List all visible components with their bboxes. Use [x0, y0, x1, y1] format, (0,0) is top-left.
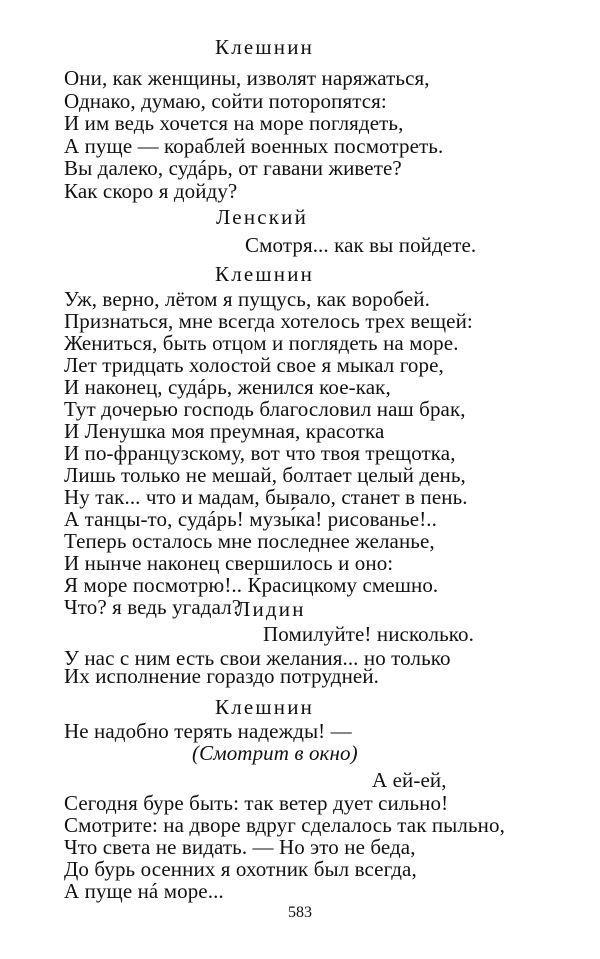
verse-line: Уж, верно, лётом я пущусь, как воробей. [64, 287, 430, 311]
verse-line: Не надобно терять надежды! — [64, 719, 352, 743]
speaker-name: Клешнин [215, 262, 315, 286]
verse-line: Они, как женщины, изволят наряжаться, [64, 66, 430, 90]
verse-line: А ей-ей, [372, 768, 447, 792]
verse-line: Смотря... как вы пойдете. [245, 233, 477, 257]
verse-line: Как скоро я дойду? [64, 179, 238, 203]
verse-line: А танцы-то, судáрь! музы́ка! рисованье!.. [64, 507, 437, 531]
speaker-name: Клешнин [215, 695, 315, 719]
verse-line: И наконец, судáрь, женился кое-как, [64, 375, 391, 399]
verse-line: Однако, думаю, сойти поторопятся: [64, 89, 387, 113]
verse-line: До бурь осенних я охотник был всегда, [64, 857, 417, 881]
verse-line: И Ленушка моя преумная, красотка [64, 419, 385, 443]
verse-line: Ну так... что и мадам, бывало, станет в пень. [64, 485, 468, 509]
verse-line: И им ведь хочется на море поглядеть, [64, 111, 404, 135]
verse-line: Лет тридцать холостой свое я мыкал горе, [64, 353, 444, 377]
page-number: 583 [288, 904, 312, 921]
verse-line: Что? я ведь угадал? [64, 595, 242, 619]
verse-line: Теперь осталось мне последнее желанье, [64, 529, 435, 553]
verse-line: Жениться, быть отцом и поглядеть на море. [64, 331, 459, 355]
speaker-name: Клешнин [215, 35, 315, 59]
verse-line: У нас с ним есть свои желания... но только [64, 646, 451, 670]
verse-line: Смотрите: на дворе вдруг сделалось так пыльно, [64, 813, 505, 837]
verse-line: Лишь только не мешай, болтает целый день, [64, 463, 466, 487]
verse-line: А пуще нá море... [64, 879, 224, 903]
verse-line: Я море посмотрю!.. Красицкому смешно. [64, 573, 439, 597]
verse-line: И по-французскому, вот что твоя трещотка, [64, 441, 456, 465]
verse-line: И нынче наконец свершилось и оно: [64, 551, 394, 575]
verse-line: Признаться, мне всегда хотелось трех вещей: [64, 309, 473, 333]
verse-line: А пуще — кораблей военных посмотреть. [64, 134, 444, 158]
verse-line: Что света не видать. — Но это не беда, [64, 835, 416, 859]
verse-line: Сегодня буре быть: так ветер дует сильно! [64, 791, 449, 815]
verse-line: Тут дочерью господь благословил наш брак, [64, 397, 466, 421]
verse-line: Вы далеко, судáрь, от гавани живете? [64, 156, 402, 180]
verse-line: Их исполнение гораздо потрудней. [64, 664, 380, 688]
speaker-name: Лидин [236, 597, 306, 621]
stage-direction: (Смотрит в окно) [192, 741, 358, 765]
verse-line: Помилуйте! нисколько. [263, 622, 474, 646]
speaker-name: Ленский [216, 205, 309, 229]
